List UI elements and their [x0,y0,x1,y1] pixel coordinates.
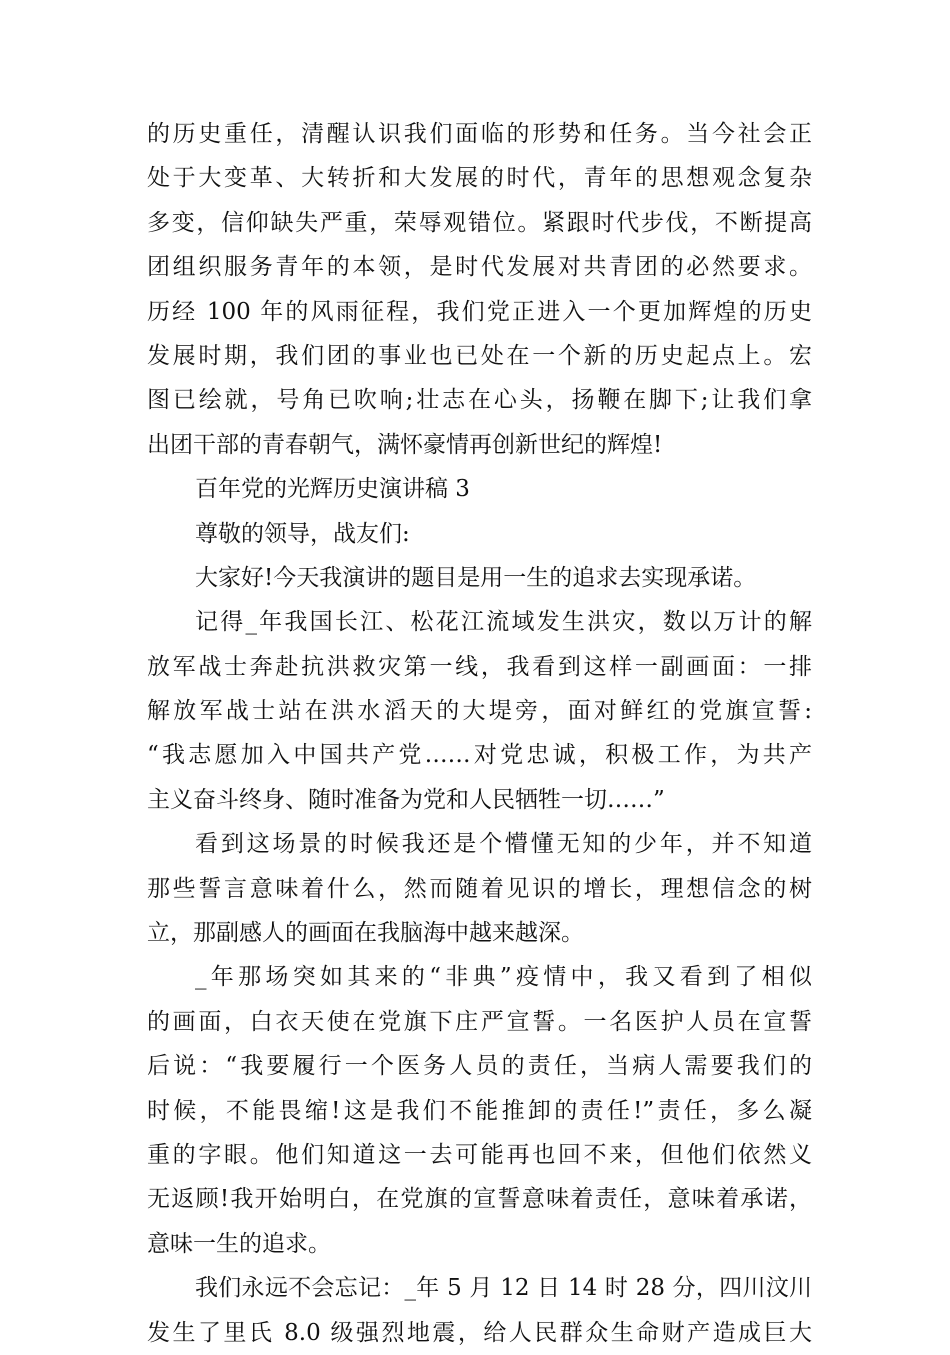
text-line: 大家好!今天我演讲的题目是用一生的追求去实现承诺。 [195,564,757,591]
text-line: 出团干部的青春朝气，满怀豪情再创新世纪的辉煌! [147,431,663,458]
text-line: 图已绘就，号角已吹响;壮志在心头，扬鞭在脚下;让我们拿 [147,387,812,414]
salutation: 尊敬的领导，战友们: [195,520,410,547]
text-line: 重的字眼。他们知道这一去可能再也回不来，但他们依然义 [147,1141,812,1168]
text-line: 处于大变革、大转折和大发展的时代，青年的思想观念复杂 [147,165,812,192]
text-line: 多变，信仰缺失严重，荣辱观错位。紧跟时代步伐，不断提高 [147,209,812,236]
text-line: 发生了里氏 8.0 级强烈地震，给人民群众生命财产造成巨大 [147,1319,812,1346]
text-line: 记得_年我国长江、松花江流域发生洪灾，数以万计的解 [195,609,812,636]
text-line: 解放军战士站在洪水滔天的大堤旁，面对鲜红的党旗宣誓: [147,698,812,725]
text-line: “我志愿加入中国共产党……对党忠诚，积极工作，为共产 [147,742,812,769]
text-line: 意味一生的追求。 [147,1230,331,1257]
text-line: 后说：“我要履行一个医务人员的责任，当病人需要我们的 [147,1053,812,1080]
text-line: 我们永远不会忘记：_年 5 月 12 日 14 时 28 分，四川汶川 [195,1275,812,1302]
document-body [147,112,812,1355]
text-line: 时候，不能畏缩!这是我们不能推卸的责任!”责任，多么凝 [147,1097,812,1124]
text-line: 的历史重任，清醒认识我们面临的形势和任务。当今社会正 [147,121,812,147]
text-line: 历经 100 年的风雨征程，我们党正进入一个更加辉煌的历史 [147,298,812,325]
text-line: _年那场突如其来的“非典”疫情中，我又看到了相似 [195,964,812,991]
text-line: 放军战士奔赴抗洪救灾第一线，我看到这样一副画面：一排 [147,653,812,680]
text-line: 立，那副感人的画面在我脑海中越来越深。 [147,920,584,947]
text-line: 的画面，白衣天使在党旗下庄严宣誓。一名医护人员在宣誓 [147,1008,812,1035]
text-line: 主义奋斗终身、随时准备为党和人民牺牲一切……” [147,786,665,813]
text-line: 无返顾!我开始明白，在党旗的宣誓意味着责任，意味着承诺， [147,1186,812,1213]
text-line: 那些誓言意味着什么，然而随着见识的增长，理想信念的树 [147,875,812,902]
text-line: 看到这场景的时候我还是个懵懂无知的少年，并不知道 [195,831,812,858]
text-line: 发展时期，我们团的事业也已处在一个新的历史起点上。宏 [147,342,812,369]
text-line: 团组织服务青年的本领，是时代发展对共青团的必然要求。 [147,254,812,281]
section-heading: 百年党的光辉历史演讲稿 3 [195,476,470,503]
